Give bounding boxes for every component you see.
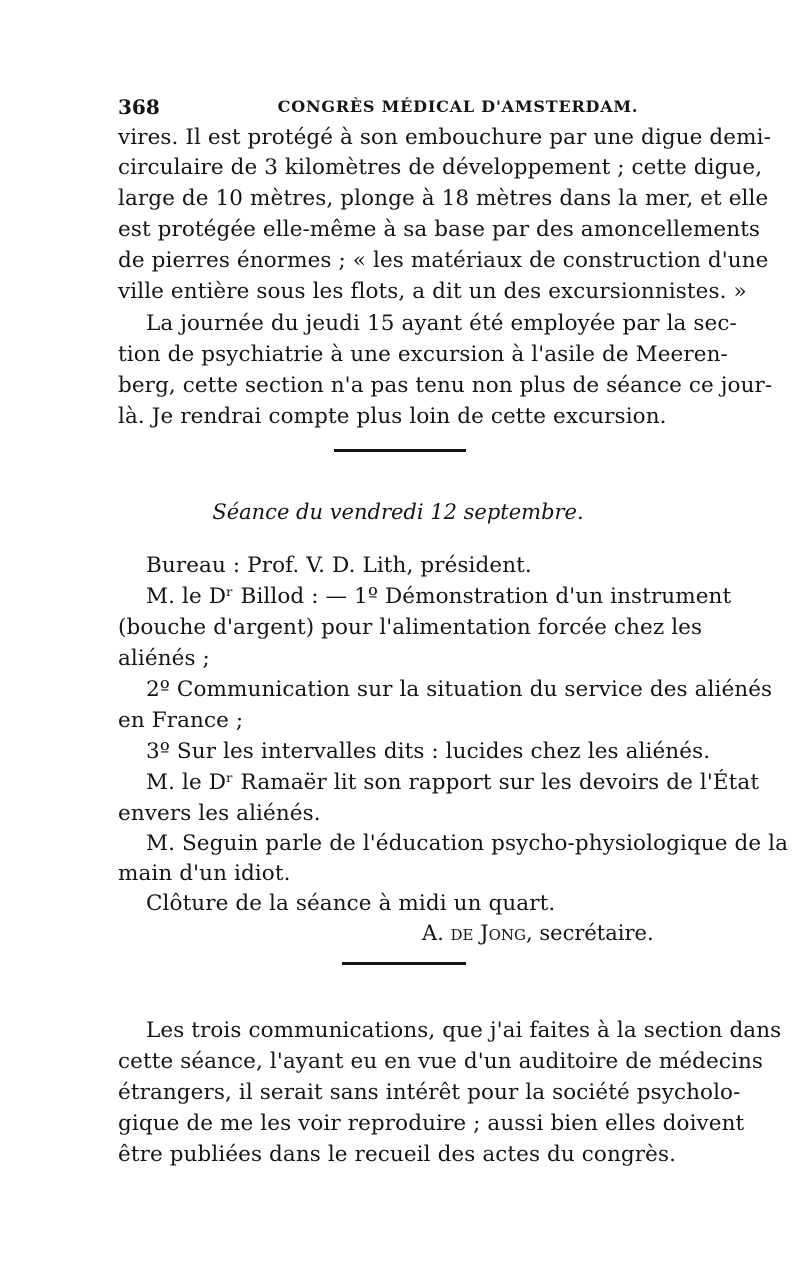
text-line: large de 10 mètres, plonge à 18 mètres dans la mer, et elle [118, 186, 769, 211]
text-line: M. le Dʳ Ramaër lit son rapport sur les devoirs de l'État [146, 770, 760, 795]
text-line: circulaire de 3 kilomètres de développement ; cette digue, [118, 155, 763, 180]
text-line: de pierres énormes ; « les matériaux de construction d'une [118, 248, 769, 273]
text-line: La journée du jeudi 15 ayant été employée par la sec- [146, 311, 737, 336]
text-line: M. Seguin parle de l'éducation psycho-physiologique de la [146, 831, 789, 856]
page-number: 368 [118, 95, 160, 119]
text-line: 2º Communication sur la situation du service des aliénés [146, 677, 773, 702]
text-line: est protégée elle-même à sa base par des amoncellements [118, 217, 761, 242]
section-divider [342, 962, 466, 965]
bureau-line: Bureau : Prof. V. D. Lith, président. [146, 553, 532, 578]
text-line: être publiées dans le recueil des actes du congrès. [118, 1142, 677, 1167]
text-line: berg, cette section n'a pas tenu non plus de séance ce jour- [118, 373, 773, 398]
page-header [118, 92, 678, 122]
signature-name: de Jong [450, 921, 527, 945]
text-line: tion de psychiatrie à une excursion à l'asile de Meeren- [118, 342, 728, 367]
running-title: CONGRÈS MÉDICAL D'AMSTERDAM. [277, 97, 639, 116]
text-line: cette séance, l'ayant eu en vue d'un auditoire de médecins [118, 1049, 764, 1074]
text-line: envers les aliénés. [118, 801, 321, 826]
text-line: gique de me les voir reproduire ; aussi bien elles doivent [118, 1111, 745, 1136]
section-heading: Séance du vendredi 12 septembre. [212, 500, 584, 524]
signature-suffix: , secrétaire. [526, 921, 654, 945]
text-line: ville entière sous les flots, a dit un des excursionnistes. » [118, 279, 747, 304]
signature [422, 920, 692, 947]
text-line: (bouche d'argent) pour l'alimentation forcée chez les [118, 615, 703, 640]
text-line: Les trois communications, que j'ai faites à la section dans [146, 1018, 782, 1043]
cloture-line: Clôture de la séance à midi un quart. [146, 891, 556, 916]
section-divider [334, 449, 466, 452]
text-line: là. Je rendrai compte plus loin de cette excursion. [118, 404, 667, 429]
text-line: main d'un idiot. [118, 861, 291, 886]
signature-prefix: A. [422, 921, 451, 945]
text-line: étrangers, il serait sans intérêt pour la société psycholo- [118, 1080, 741, 1105]
text-line: 3º Sur les intervalles dits : lucides chez les aliénés. [146, 739, 711, 764]
text-line: vires. Il est protégé à son embouchure par une digue demi- [118, 125, 771, 150]
text-line: aliénés ; [118, 646, 210, 671]
text-line: M. le Dʳ Billod : — 1º Démonstration d'un instrument [146, 584, 732, 609]
text-line: en France ; [118, 708, 244, 733]
